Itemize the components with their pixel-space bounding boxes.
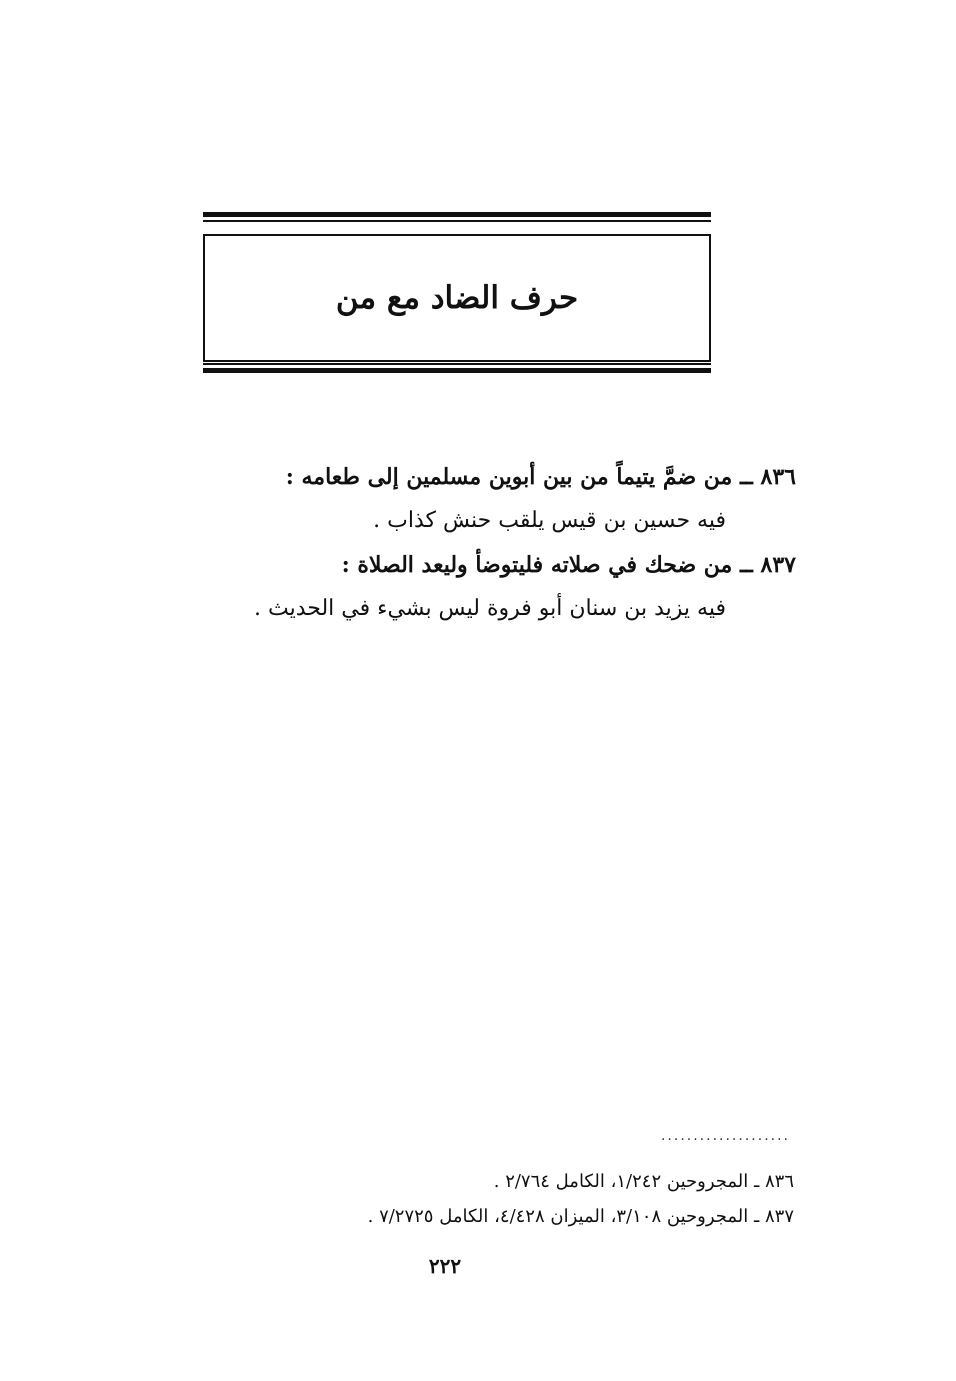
heading-frame xyxy=(203,234,711,362)
entry-heading: ٨٣٧ ــ من ضحك في صلاته فليتوضأ وليعد الصلاة : xyxy=(341,552,796,578)
thin-rule xyxy=(203,220,711,222)
hadith-entries xyxy=(196,455,796,631)
entry-commentary: فيه يزيد بن سنان أبو فروة ليس بشيء في الحديث . xyxy=(254,596,726,621)
thick-rule xyxy=(203,368,711,373)
hadith-entry xyxy=(196,455,796,543)
entry-commentary: فيه حسين بن قيس يلقب حنش كذاب . xyxy=(373,508,726,533)
footnotes xyxy=(194,1164,794,1234)
entry-heading: ٨٣٦ ــ من ضمَّ يتيماً من بين أبوين مسلمين إلى طعامه : xyxy=(285,464,796,490)
heading-top-rules xyxy=(203,212,711,225)
heading-bottom-rules xyxy=(203,363,711,376)
footnote: ٨٣٦ ـ المجروحين ١/٢٤٢، الكامل ٢/٧٦٤ . xyxy=(493,1171,794,1192)
hadith-entry xyxy=(196,543,796,631)
section-title: حرف الضاد مع من xyxy=(335,279,579,316)
thin-rule xyxy=(203,363,711,365)
page-number: ٢٢٢ xyxy=(428,1254,462,1278)
footnote: ٨٣٧ ـ المجروحين ٣/١٠٨، الميزان ٤/٤٢٨، الكامل ٧/٢٧٢٥ . xyxy=(367,1206,794,1227)
footnote-separator: .................... xyxy=(660,1128,790,1144)
thick-rule xyxy=(203,212,711,217)
